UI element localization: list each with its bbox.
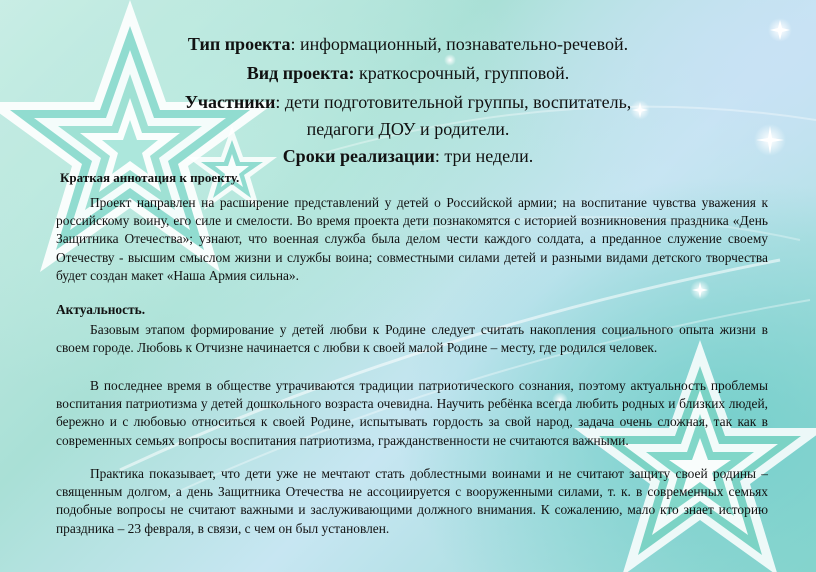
relevance-paragraph-2: В последнее время в обществе утрачиваются традиции патриотического сознания, поэтому актуальность проблемы воспитания патриотизма у детей дошкольного возраста очевидна. Научить ребёнка всегда любить родных и близких людей, бережно и с любовью относиться к своей Родине, испытывать гордость за свой народ, задача очень сложная, так как в современных семьях вопросы воспитания патриотизма, гражданственности не считаются важными. [56,378,768,448]
participants-cont-value: педагоги ДОУ и родители. [306,119,510,139]
project-type-value: : информационный, познавательно-речевой. [290,34,629,54]
relevance-paragraph-1: Базовым этапом формирование у детей любви к Родине следует считать накопления социального опыта жизни в своем городе. Любовь к Отчизне начинается с любви к своей малой Родине – месту, где родился человек. [56,322,768,356]
relevance-title: Актуальность. [56,302,146,317]
annotation-text: Проект направлен на расширение представлений у детей о Российской армии; на воспитание чувства уважения к российскому воину, его силе и смелости. Во время проекта дети познакомятся с историей возникновения праздника «День Защитника Отечества»; узнают, что военная служба была делом чести каждого солдата, а преданное служение своему Отечеству - высшим смыслом жизни и службы воина; совместными силами детей и разными видами детского творчества будет создан макет «Наша Армия сильна». [56,195,768,283]
relevance-paragraph-3: Практика показывает, что дети уже не мечтают стать доблестными воинами и не считают защиту своей родины – священным долгом, а день Защитника Отечества не ассоциируется с вооруженными силами, т. к. в современных семьях подобные вопросы не считают важными и заслуживающими должного внимания. К сожалению, мало кто знает историю праздника – 23 февраля, в связи, с чем он был установлен. [56,466,768,536]
project-kind-label: Вид проекта: [246,63,355,83]
participants-continuation [0,119,816,139]
project-type-label: Тип проекта [187,34,291,54]
project-kind-line [0,63,816,83]
terms-label: Сроки реализации [282,146,435,166]
participants-label: Участники [184,92,276,112]
project-type-line [0,34,816,54]
project-kind-value: краткосрочный, групповой. [354,63,570,83]
participants-line [0,92,816,112]
terms-value: : три недели. [434,146,534,166]
annotation-title: Краткая аннотация к проекту. [60,170,240,185]
participants-value: : дети подготовительной группы, воспитатель, [275,92,632,112]
terms-line [0,146,816,166]
